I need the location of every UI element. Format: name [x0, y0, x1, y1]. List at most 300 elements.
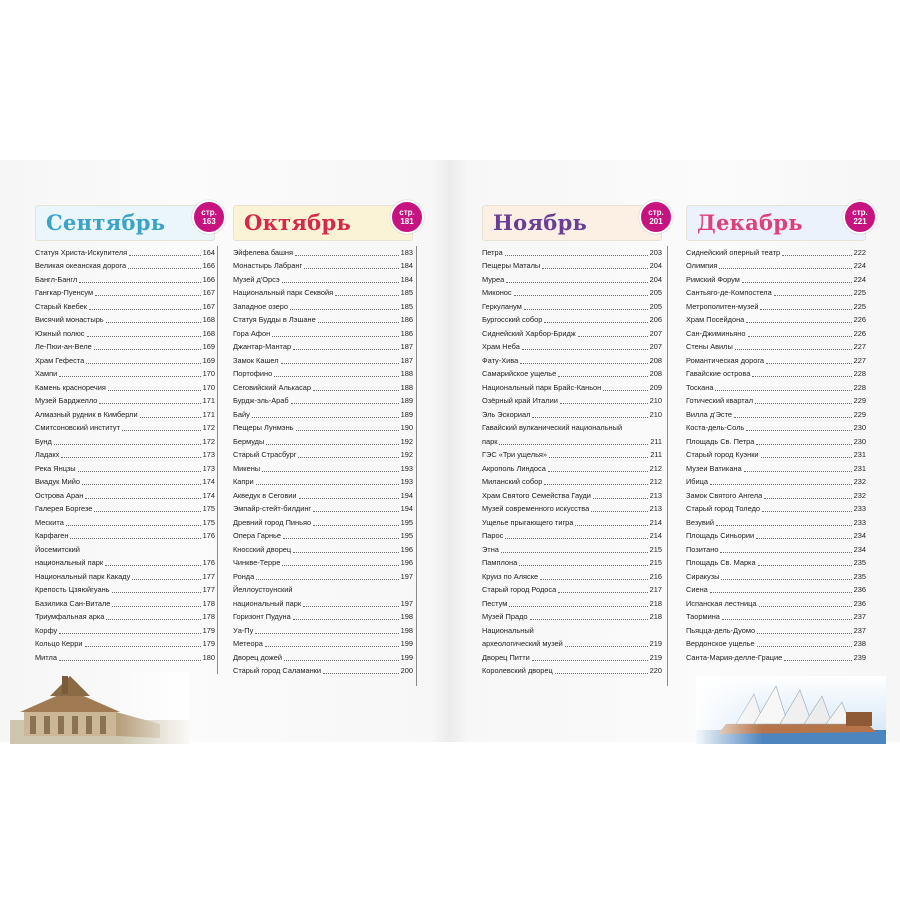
entry-page-number: 192	[400, 450, 413, 459]
toc-entry	[686, 259, 866, 273]
toc-entry	[482, 421, 662, 435]
dot-leader	[540, 579, 648, 580]
entry-page-number: 196	[400, 558, 413, 567]
entry-title: Портофино	[233, 369, 273, 378]
toc-entry	[686, 326, 866, 340]
dot-leader	[256, 484, 399, 485]
badge-page: 221	[853, 217, 867, 226]
entry-page-number: 229	[853, 396, 866, 405]
toc-entry	[233, 448, 413, 462]
dot-leader	[293, 552, 399, 553]
toc-entry	[482, 394, 662, 408]
toc-entry	[686, 583, 866, 597]
entry-title: Гавайские острова	[686, 369, 751, 378]
toc-entry	[233, 583, 413, 597]
dot-leader	[272, 336, 398, 337]
entry-title: археологический музей	[482, 639, 563, 648]
toc-entry	[233, 286, 413, 300]
entry-page-number: 189	[400, 409, 413, 419]
entry-title: Миланский собор	[482, 477, 543, 486]
toc-entry	[482, 434, 662, 448]
dot-leader	[758, 565, 852, 566]
dot-leader	[262, 471, 399, 472]
entry-page-number: 208	[649, 355, 662, 365]
entry-title: Бурдж-эль-Араб	[233, 396, 289, 405]
entry-title: Опера Гарнье	[233, 531, 281, 540]
month-header	[233, 205, 413, 241]
entry-title: Крепость Цзяюйгуань	[35, 585, 110, 594]
dot-leader	[514, 295, 648, 296]
badge-page: 163	[202, 217, 216, 226]
entry-page-number: 176	[202, 558, 215, 567]
dot-leader	[284, 660, 399, 661]
entry-title: Горизонт Пудуна	[233, 612, 291, 621]
entry-title: Старый Квебек	[35, 301, 88, 311]
page-badge	[390, 200, 424, 234]
entry-page-number: 171	[202, 396, 215, 405]
toc-entry	[233, 556, 413, 570]
toc-entry	[233, 394, 413, 408]
dot-leader	[79, 282, 200, 283]
entry-title: Ладакх	[35, 450, 60, 459]
toc-entry	[35, 326, 215, 340]
toc-entry	[35, 475, 215, 489]
entry-title: Позитано	[686, 544, 719, 554]
entry-title: Фату-Хива	[482, 355, 519, 365]
dot-leader	[575, 525, 647, 526]
entry-page-number: 188	[400, 369, 413, 378]
entry-page-number: 200	[400, 666, 413, 675]
entry-page-number: 234	[853, 531, 866, 540]
entry-page-number: 230	[853, 423, 866, 432]
toc-entry	[482, 353, 662, 367]
dot-leader	[282, 565, 398, 566]
dot-leader	[522, 349, 648, 350]
entry-page-number: 195	[400, 517, 413, 527]
dot-leader	[766, 363, 852, 364]
dot-leader	[59, 660, 201, 661]
toc-entry	[686, 623, 866, 637]
dot-leader	[265, 646, 399, 647]
column-divider	[416, 246, 417, 686]
dot-leader	[95, 295, 201, 296]
toc-entry	[233, 529, 413, 543]
entry-page-number: 235	[853, 571, 866, 581]
entry-page-number: 217	[649, 585, 662, 594]
entry-page-number: 233	[853, 517, 866, 527]
entry-title: Ронда	[233, 571, 255, 581]
badge-label: стр.	[399, 208, 415, 217]
entry-title: Острова Аран	[35, 490, 84, 500]
dot-leader	[313, 525, 399, 526]
entry-page-number: 207	[649, 328, 662, 338]
entry-title: Сантьяго-де-Компостела	[686, 288, 772, 297]
toc-entry	[35, 650, 215, 664]
dot-leader	[99, 403, 200, 404]
entry-title: Эйфелева башня	[233, 247, 294, 257]
dot-leader	[742, 282, 852, 283]
month-title: Ноябрь	[493, 210, 588, 235]
entry-title: Бангл-Бангл	[35, 274, 78, 284]
entry-title: Капри	[233, 477, 254, 486]
toc-entry	[233, 623, 413, 637]
entry-title: Старый Страсбург	[233, 450, 297, 459]
entry-page-number: 204	[649, 261, 662, 270]
entry-page-number: 235	[853, 558, 866, 567]
toc-entry	[482, 637, 662, 651]
dot-leader	[549, 457, 648, 458]
toc-entry	[35, 542, 215, 556]
entry-page-number: 239	[853, 652, 866, 662]
dot-leader	[558, 376, 647, 377]
toc-entry	[482, 488, 662, 502]
toc-entry	[482, 448, 662, 462]
entry-title: Площадь Синьории	[686, 531, 755, 540]
toc-entry	[35, 353, 215, 367]
entry-page-number: 178	[202, 598, 215, 608]
toc-entry	[482, 529, 662, 543]
toc-entry	[686, 610, 866, 624]
dot-leader	[565, 646, 648, 647]
entry-page-number: 224	[853, 261, 866, 270]
dot-leader	[282, 282, 399, 283]
entry-title: Хампи	[35, 369, 58, 378]
ruins-illustration	[10, 672, 190, 744]
entry-title: Акрополь Линдоса	[482, 463, 546, 473]
entry-page-number: 187	[400, 355, 413, 365]
entry-page-number: 198	[400, 612, 413, 621]
dot-leader	[519, 565, 647, 566]
toc-entry	[35, 407, 215, 421]
entry-page-number: 209	[649, 382, 662, 392]
badge-label: стр.	[201, 208, 217, 217]
dot-leader	[299, 498, 399, 499]
entry-title: Музеи Ватикана	[686, 463, 742, 473]
entry-title: Эмпайр-стейт-билдинг	[233, 504, 312, 513]
toc-entry	[482, 610, 662, 624]
dot-leader	[784, 660, 851, 661]
entry-title: Дворец дожей	[233, 652, 282, 662]
entry-page-number: 214	[649, 531, 662, 540]
dot-leader	[304, 268, 399, 269]
entry-title: Стены Авилы	[686, 342, 733, 351]
entry-title: Митла	[35, 652, 57, 662]
dot-leader	[782, 255, 852, 256]
entry-title: Сиднейский Харбор-Бридж	[482, 328, 576, 338]
entry-title: Сан-Джиминьяно	[686, 328, 746, 338]
toc-entry	[35, 596, 215, 610]
entry-page-number: 227	[853, 355, 866, 365]
toc-entry	[233, 434, 413, 448]
entry-title: Храм Посейдона	[686, 315, 745, 324]
toc-entry	[233, 542, 413, 556]
dot-leader	[524, 309, 648, 310]
dot-leader	[756, 444, 851, 445]
toc-entry	[686, 421, 866, 435]
entry-page-number: 175	[202, 504, 215, 513]
dot-leader	[132, 579, 200, 580]
month-column-november	[482, 205, 664, 675]
toc-list	[35, 245, 215, 664]
toc-entry	[35, 286, 215, 300]
dot-leader	[722, 619, 852, 620]
entry-page-number: 237	[853, 612, 866, 621]
entry-page-number: 212	[649, 463, 662, 473]
entry-page-number: 238	[853, 639, 866, 648]
dot-leader	[532, 660, 648, 661]
entry-title: Музей д'Орсэ	[233, 274, 280, 284]
dot-leader	[255, 633, 398, 634]
entry-title: Ущелье прыгающего тигра	[482, 517, 574, 527]
entry-page-number: 225	[853, 301, 866, 311]
entry-title: Храм Святого Семейства Гауди	[482, 490, 591, 500]
entry-title: Йеллоустоунский	[233, 585, 293, 594]
entry-page-number: 169	[202, 355, 215, 365]
toc-entry	[686, 475, 866, 489]
entry-page-number: 176	[202, 531, 215, 540]
entry-page-number: 195	[400, 531, 413, 540]
toc-entry	[233, 326, 413, 340]
column-divider	[667, 246, 668, 686]
entry-title: Старый город Родоса	[482, 585, 557, 594]
entry-title: Древний город Пиньяо	[233, 517, 312, 527]
dot-leader	[82, 484, 201, 485]
entry-title: Памплона	[482, 558, 518, 567]
entry-page-number: 178	[202, 612, 215, 621]
toc-entry	[35, 448, 215, 462]
toc-entry	[686, 515, 866, 529]
entry-page-number: 174	[202, 490, 215, 500]
entry-page-number: 173	[202, 463, 215, 473]
entry-page-number: 231	[853, 450, 866, 459]
entry-page-number: 227	[853, 342, 866, 351]
dot-leader	[94, 511, 200, 512]
toc-entry	[35, 623, 215, 637]
toc-entry	[233, 461, 413, 475]
entry-page-number: 193	[400, 463, 413, 473]
dot-leader	[746, 322, 851, 323]
entry-title: Площадь Св. Марка	[686, 558, 756, 567]
entry-title: Вердонское ущелье	[686, 639, 755, 648]
dot-leader	[323, 673, 399, 674]
entry-page-number: 232	[853, 490, 866, 500]
toc-entry	[482, 245, 662, 259]
entry-title: Вилла д'Эсте	[686, 409, 732, 419]
dot-leader	[505, 255, 648, 256]
entry-title: Йосемитский	[35, 544, 80, 554]
entry-title: Базилика Сан-Витале	[35, 598, 111, 608]
entry-page-number: 170	[202, 369, 215, 378]
toc-entry	[482, 299, 662, 313]
entry-page-number: 218	[649, 598, 662, 608]
toc-entry	[482, 407, 662, 421]
entry-page-number: 168	[202, 315, 215, 324]
entry-page-number: 199	[400, 639, 413, 648]
dot-leader	[710, 484, 852, 485]
entry-page-number: 193	[400, 477, 413, 486]
entry-title: парк	[482, 436, 498, 446]
dot-leader	[716, 525, 852, 526]
entry-title: Таормина	[686, 612, 720, 621]
toc-entry	[233, 515, 413, 529]
entry-title: Миконос	[482, 288, 512, 297]
toc-entry	[482, 286, 662, 300]
entry-page-number: 237	[853, 625, 866, 635]
entry-page-number: 180	[202, 652, 215, 662]
month-header	[35, 205, 215, 241]
dot-leader	[721, 579, 851, 580]
entry-title: Микены	[233, 463, 261, 473]
entry-title: Виадук Мийо	[35, 477, 80, 486]
entry-title: Тоскана	[686, 382, 714, 392]
column-divider	[217, 246, 218, 674]
toc-entry	[233, 637, 413, 651]
toc-list	[686, 245, 866, 664]
toc-entry	[233, 569, 413, 583]
entry-title: Геркуланум	[482, 301, 522, 311]
page-badge	[192, 200, 226, 234]
dot-leader	[295, 255, 399, 256]
badge-page: 201	[649, 217, 663, 226]
dot-leader	[715, 390, 851, 391]
dot-leader	[760, 309, 851, 310]
month-column-december	[686, 205, 868, 662]
dot-leader	[283, 538, 399, 539]
dot-leader	[85, 646, 201, 647]
toc-entry	[686, 340, 866, 354]
toc-entry	[233, 610, 413, 624]
dot-leader	[140, 417, 201, 418]
toc-entry	[482, 569, 662, 583]
dot-leader	[129, 255, 201, 256]
entry-page-number: 167	[202, 288, 215, 297]
toc-entry	[233, 340, 413, 354]
toc-entry	[482, 272, 662, 286]
entry-title: Галерея Боргезе	[35, 504, 93, 513]
entry-title: Этна	[482, 544, 499, 554]
entry-title: Старый город Куэнки	[686, 450, 759, 459]
dot-leader	[501, 552, 648, 553]
entry-page-number: 232	[853, 477, 866, 486]
entry-page-number: 210	[649, 396, 662, 405]
entry-title: Статуя Будды в Лэшане	[233, 315, 316, 324]
entry-title: Пьяцца-дель-Дуомо	[686, 625, 756, 635]
entry-title: Сиена	[686, 585, 708, 594]
entry-page-number: 197	[400, 571, 413, 581]
entry-title: Чинкве-Терре	[233, 558, 281, 567]
entry-page-number: 171	[202, 409, 215, 419]
entry-page-number: 225	[853, 288, 866, 297]
entry-page-number: 187	[400, 342, 413, 351]
entry-title: Кольцо Керри	[35, 639, 83, 648]
entry-title: Гангкар-Пуенсум	[35, 288, 94, 297]
entry-page-number: 184	[400, 274, 413, 284]
entry-title: Королевский дворец	[482, 666, 553, 675]
dot-leader	[593, 498, 648, 499]
entry-page-number: 215	[649, 544, 662, 554]
page-badge	[843, 200, 877, 234]
dot-leader	[603, 390, 647, 391]
entry-page-number: 189	[400, 396, 413, 405]
entry-title: Западное озеро	[233, 301, 289, 311]
toc-entry	[233, 596, 413, 610]
entry-page-number: 207	[649, 342, 662, 351]
toc-entry	[686, 448, 866, 462]
entry-page-number: 177	[202, 571, 215, 581]
entry-title: Карфаген	[35, 531, 69, 540]
entry-page-number: 229	[853, 409, 866, 419]
toc-entry	[686, 299, 866, 313]
entry-page-number: 226	[853, 315, 866, 324]
entry-page-number: 169	[202, 342, 215, 351]
entry-title: Пещеры Маталы	[482, 261, 541, 270]
entry-page-number: 179	[202, 625, 215, 635]
toc-entry	[35, 583, 215, 597]
dot-leader	[509, 606, 647, 607]
month-header	[686, 205, 866, 241]
toc-entry	[686, 502, 866, 516]
toc-entry	[35, 488, 215, 502]
dot-leader	[70, 538, 200, 539]
entry-title: Петра	[482, 247, 503, 257]
entry-title: Пещеры Лунмэнь	[233, 423, 294, 432]
dot-leader	[94, 349, 201, 350]
dot-leader	[757, 646, 852, 647]
toc-entry	[233, 259, 413, 273]
dot-leader	[520, 363, 647, 364]
dot-leader	[281, 363, 399, 364]
entry-title: Музей Прадо	[482, 612, 528, 621]
toc-entry	[233, 421, 413, 435]
dot-leader	[542, 268, 647, 269]
entry-page-number: 184	[400, 261, 413, 270]
toc-entry	[233, 502, 413, 516]
month-title: Декабрь	[697, 210, 803, 235]
entry-title: Старый город Толедо	[686, 504, 760, 513]
entry-title: Эль Эскориал	[482, 409, 531, 419]
entry-page-number: 234	[853, 544, 866, 554]
entry-page-number: 224	[853, 274, 866, 284]
toc-entry	[482, 326, 662, 340]
dot-leader	[735, 349, 852, 350]
toc-entry	[482, 313, 662, 327]
entry-title: Национальный парк Секвойя	[233, 288, 334, 297]
toc-entry	[35, 569, 215, 583]
dot-leader	[774, 295, 852, 296]
toc-entry	[233, 245, 413, 259]
entry-page-number: 203	[649, 247, 662, 257]
entry-title: Олимпия	[686, 261, 718, 270]
dot-leader	[558, 592, 647, 593]
badge-label: стр.	[648, 208, 664, 217]
dot-leader	[266, 444, 398, 445]
entry-title: Южный полюс	[35, 328, 85, 338]
toc-entry	[482, 664, 662, 678]
entry-page-number: 183	[400, 247, 413, 257]
toc-entry	[686, 434, 866, 448]
entry-page-number: 167	[202, 301, 215, 311]
entry-title: Музей Барджелло	[35, 396, 98, 405]
toc-entry	[35, 272, 215, 286]
entry-page-number: 197	[400, 598, 413, 608]
toc-entry	[233, 272, 413, 286]
toc-list	[233, 245, 413, 677]
entry-title: Дворец Питти	[482, 652, 530, 662]
entry-page-number: 236	[853, 598, 866, 608]
entry-page-number: 213	[649, 490, 662, 500]
dot-leader	[755, 403, 852, 404]
month-title: Сентябрь	[46, 210, 166, 235]
